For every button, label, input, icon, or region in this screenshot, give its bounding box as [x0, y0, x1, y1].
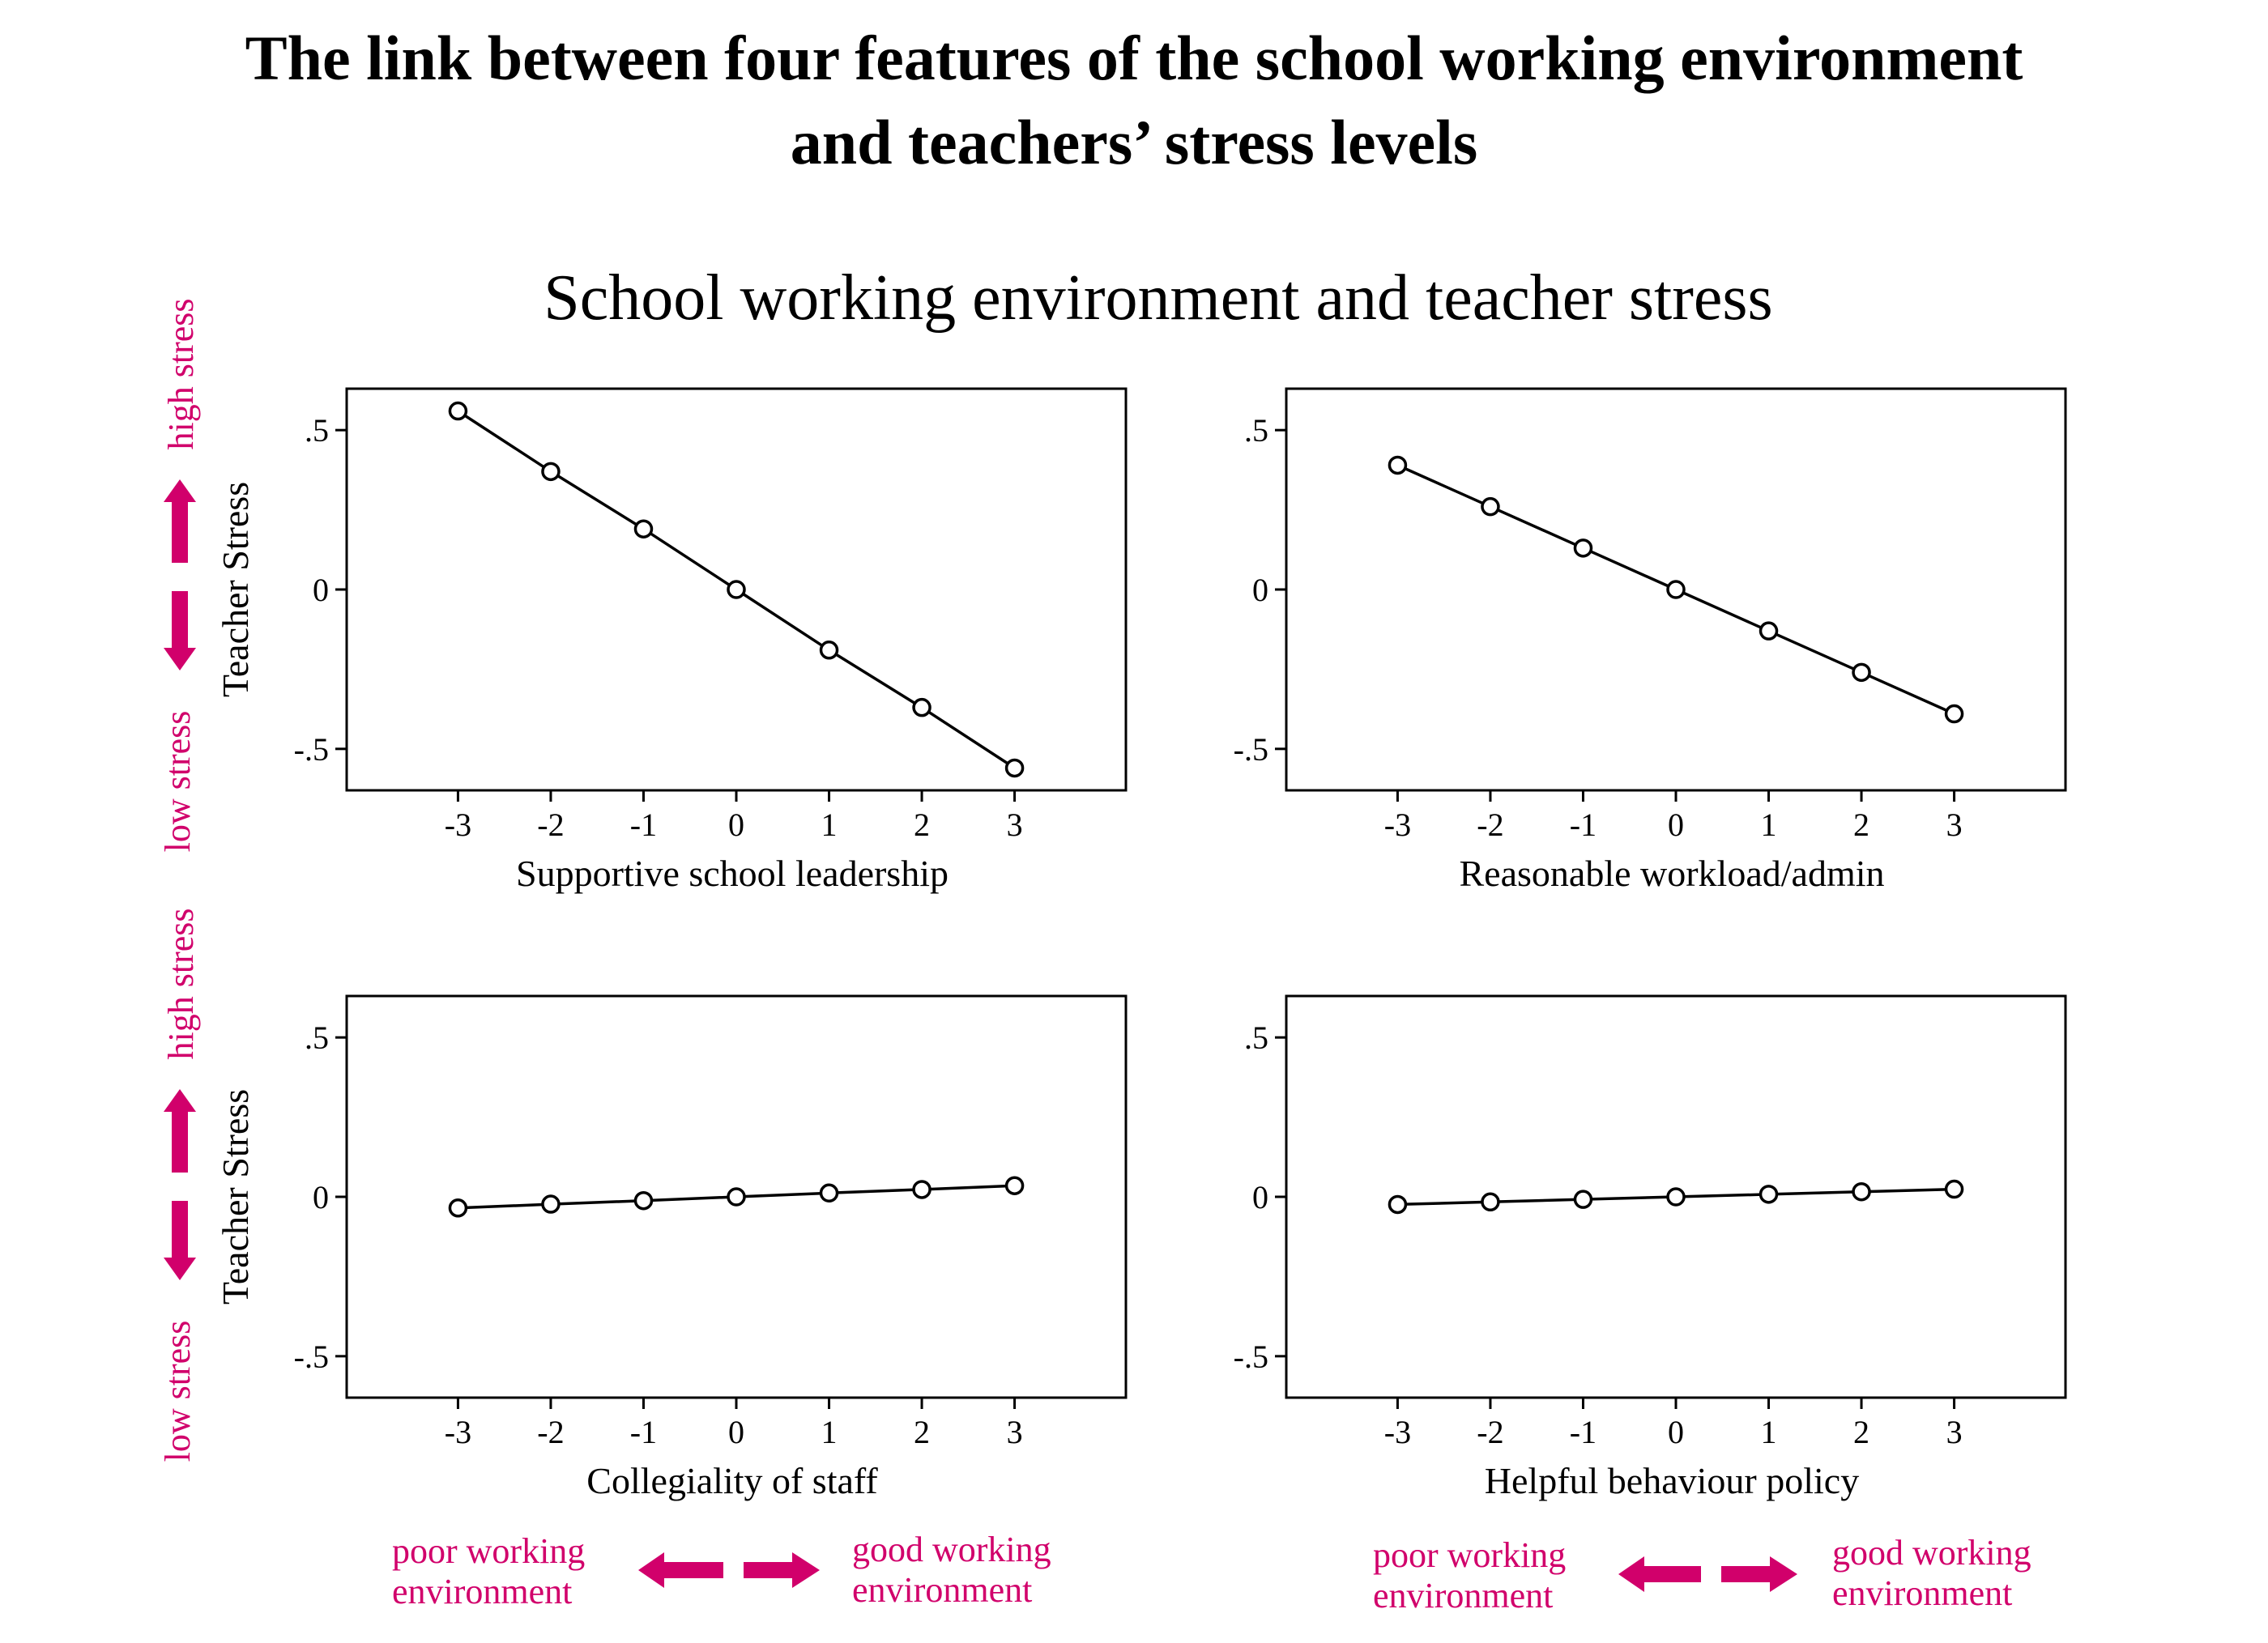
down-arrow-icon [164, 591, 196, 670]
chart-panel-1 [215, 389, 1126, 894]
x-tick-label: -2 [1477, 807, 1504, 843]
figure-title-line1: The link between four features of the school working environment [245, 23, 2023, 93]
x-tick-label: 1 [821, 1414, 838, 1450]
y-axis-title: Teacher Stress [215, 481, 256, 698]
good-environment-line1-right: good working [1832, 1533, 2031, 1573]
poor-environment-line2-left: environment [392, 1572, 573, 1611]
x-tick-label: -1 [629, 807, 658, 843]
figure-title-line2: and teachers’ stress levels [790, 107, 1478, 177]
up-arrow-icon [164, 1089, 196, 1173]
x-tick-label: 2 [914, 807, 931, 843]
x-tick-label: 2 [1853, 1414, 1870, 1450]
x-axis-title: Supportive school leadership [515, 853, 949, 894]
y-tick-label: 0 [1252, 572, 1268, 608]
stress-indicator-bottom [158, 909, 201, 1462]
low-stress-label-bottom: low stress [158, 1320, 198, 1462]
data-point [914, 1181, 930, 1198]
right-arrow-icon [1721, 1556, 1797, 1592]
environment-legend-left [392, 1530, 1051, 1611]
y-tick-label: .5 [305, 412, 329, 449]
data-point [1946, 706, 1963, 722]
x-tick-label: 3 [1946, 1414, 1963, 1450]
x-axis-title: Collegiality of staff [586, 1460, 878, 1501]
chart-subtitle: School working environment and teacher stress [544, 262, 1773, 334]
up-arrow-icon [164, 479, 196, 563]
x-tick-label: 0 [1668, 807, 1684, 843]
x-tick-label: 3 [1006, 1414, 1023, 1450]
y-tick-label: .5 [1244, 1019, 1268, 1057]
down-arrow-icon [164, 1201, 196, 1280]
data-point [821, 1185, 838, 1201]
x-tick-label: -3 [1383, 1414, 1412, 1450]
data-point [450, 1200, 466, 1216]
good-environment-line1-left: good working [852, 1530, 1051, 1569]
data-point [1007, 760, 1023, 776]
environment-legend-right [1373, 1533, 2031, 1615]
x-tick-label: -3 [444, 1414, 472, 1450]
data-point [1853, 1184, 1869, 1200]
x-tick-label: -2 [537, 807, 565, 843]
x-tick-label: 1 [821, 807, 838, 843]
y-tick-label: .5 [305, 1019, 329, 1057]
data-point [1389, 1196, 1405, 1212]
y-tick-label: 0 [313, 1179, 329, 1215]
x-tick-label: 0 [1668, 1414, 1684, 1450]
data-point [635, 521, 651, 537]
x-tick-label: 0 [728, 807, 744, 843]
data-point [914, 700, 930, 716]
x-tick-label: 3 [1946, 807, 1963, 843]
data-point [635, 1193, 651, 1209]
x-axis-title: Helpful behaviour policy [1484, 1460, 1860, 1501]
y-tick-label: -.5 [293, 730, 329, 768]
data-point [821, 642, 838, 658]
data-point [1482, 499, 1498, 515]
x-tick-label: 2 [1853, 807, 1870, 843]
data-point [1853, 664, 1869, 680]
stress-indicator-top [158, 299, 201, 853]
y-tick-label: -.5 [293, 1338, 329, 1375]
good-environment-line2-left: environment [852, 1570, 1033, 1610]
data-point [543, 1196, 559, 1212]
x-axis-title: Reasonable workload/admin [1459, 853, 1885, 894]
x-tick-label: -1 [1569, 1414, 1597, 1450]
chart-panel-3 [215, 996, 1126, 1501]
y-tick-label: -.5 [1233, 730, 1268, 768]
data-point [1575, 540, 1591, 556]
x-tick-label: -1 [629, 1414, 658, 1450]
poor-environment-line2-right: environment [1373, 1576, 1554, 1615]
chart-panel-2 [1234, 389, 2066, 894]
y-tick-label: .5 [1244, 412, 1268, 449]
data-point [1946, 1181, 1963, 1198]
data-point [728, 1189, 744, 1205]
y-tick-label: 0 [313, 572, 329, 608]
x-tick-label: 3 [1006, 807, 1023, 843]
high-stress-label-bottom: high stress [161, 908, 201, 1060]
x-tick-label: -3 [444, 807, 472, 843]
data-point [1761, 1186, 1777, 1202]
chart-panel-4 [1234, 996, 2066, 1501]
left-arrow-icon [638, 1552, 723, 1588]
data-point [1668, 581, 1684, 598]
data-point [1482, 1194, 1498, 1210]
y-tick-label: 0 [1252, 1179, 1268, 1215]
left-arrow-icon [1618, 1556, 1701, 1592]
data-point [1389, 457, 1405, 473]
poor-environment-line1-left: poor working [392, 1531, 586, 1571]
high-stress-label-top: high stress [161, 298, 201, 450]
data-point [543, 463, 559, 479]
y-tick-label: -.5 [1233, 1338, 1268, 1375]
x-tick-label: 1 [1760, 1414, 1777, 1450]
x-tick-label: -2 [537, 1414, 565, 1450]
data-point [728, 581, 744, 598]
x-tick-label: 2 [914, 1414, 931, 1450]
right-arrow-icon [744, 1552, 820, 1588]
data-point [1668, 1189, 1684, 1205]
x-tick-label: 1 [1760, 807, 1777, 843]
x-tick-label: -3 [1383, 807, 1412, 843]
data-point [1007, 1177, 1023, 1194]
x-tick-label: 0 [728, 1414, 744, 1450]
good-environment-line2-right: environment [1832, 1573, 2013, 1613]
data-point [1761, 623, 1777, 639]
data-point [450, 403, 466, 419]
chart-panels [215, 389, 2066, 1501]
data-point [1575, 1191, 1591, 1207]
x-tick-label: -1 [1569, 807, 1597, 843]
low-stress-label-top: low stress [158, 710, 198, 853]
poor-environment-line1-right: poor working [1373, 1535, 1567, 1575]
y-axis-title: Teacher Stress [215, 1088, 256, 1305]
x-tick-label: -2 [1477, 1414, 1504, 1450]
